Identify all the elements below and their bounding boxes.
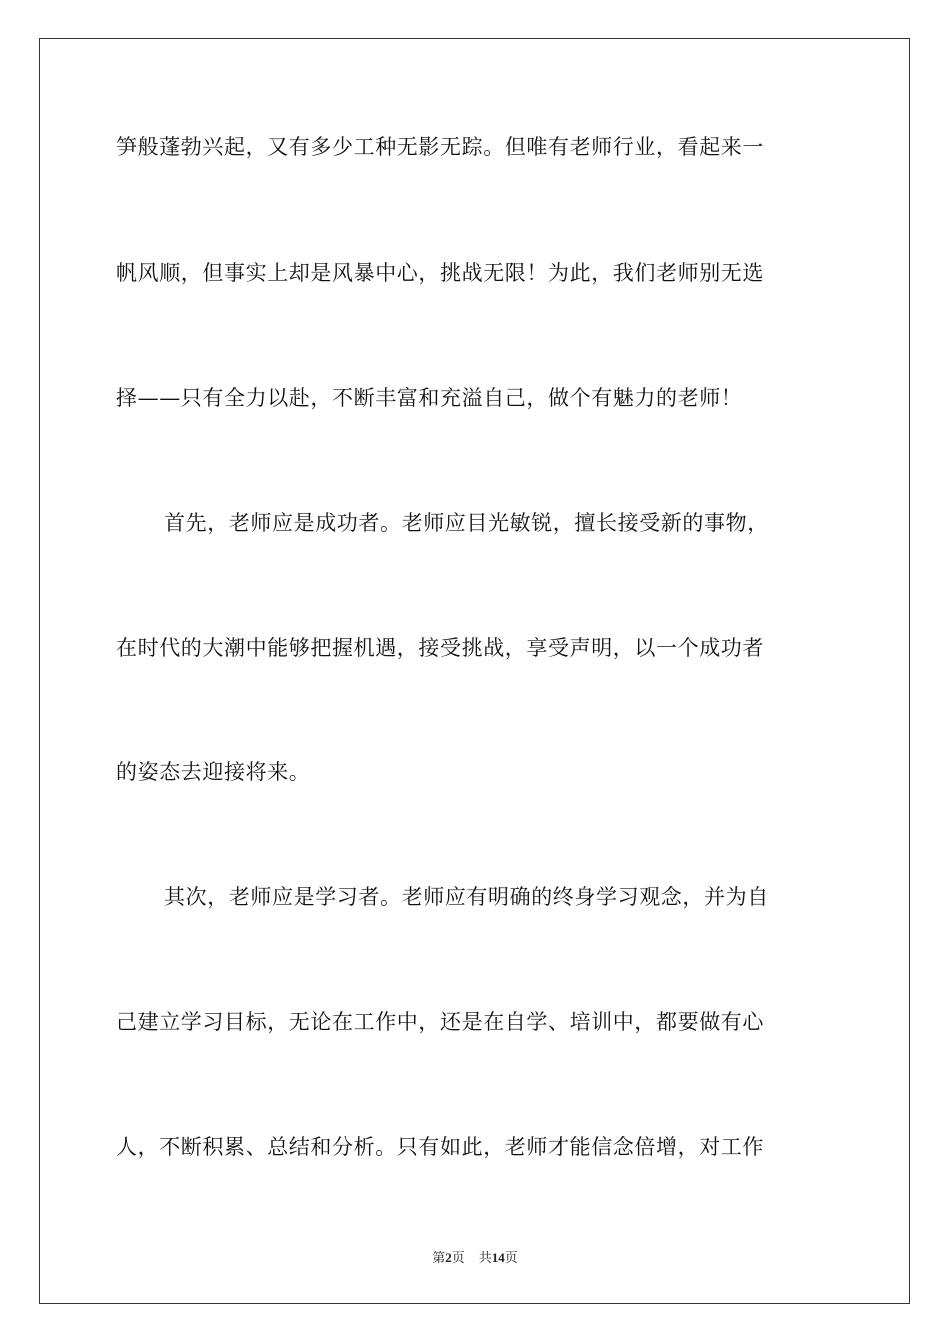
total-prefix: 共 (478, 1250, 492, 1265)
total-pages: 14 (491, 1250, 505, 1265)
text-line: 笋般蓬勃兴起，又有多少工种无影无踪。但唯有老师行业，看起来一 (116, 135, 764, 159)
text-line: 人，不断积累、总结和分析。只有如此，老师才能信念倍增，对工作 (116, 1135, 764, 1159)
page-number: 2 (445, 1250, 452, 1265)
text-line: 在时代的大潮中能够把握机遇，接受挑战，享受声明，以一个成功者 (116, 636, 764, 660)
page-footer (0, 1249, 950, 1267)
total-suffix: 页 (504, 1250, 518, 1265)
text-line: 己建立学习目标，无论在工作中，还是在自学、培训中，都要做有心 (116, 1010, 764, 1034)
text-line: 择——只有全力以赴，不断丰富和充溢自己，做个有魅力的老师！ (116, 386, 743, 410)
text-line: 帆风顺，但事实上却是风暴中心，挑战无限！为此，我们老师别无选 (116, 261, 764, 285)
page-border (39, 38, 910, 1304)
page-suffix: 页 (451, 1250, 465, 1265)
paragraph-start-line: 其次，老师应是学习者。老师应有明确的终身学习观念，并为自 (164, 885, 769, 909)
text-line: 的姿态去迎接将来。 (116, 760, 311, 784)
page-prefix: 第 (432, 1250, 446, 1265)
paragraph-start-line: 首先，老师应是成功者。老师应目光敏锐，擅长接受新的事物， (164, 511, 769, 535)
